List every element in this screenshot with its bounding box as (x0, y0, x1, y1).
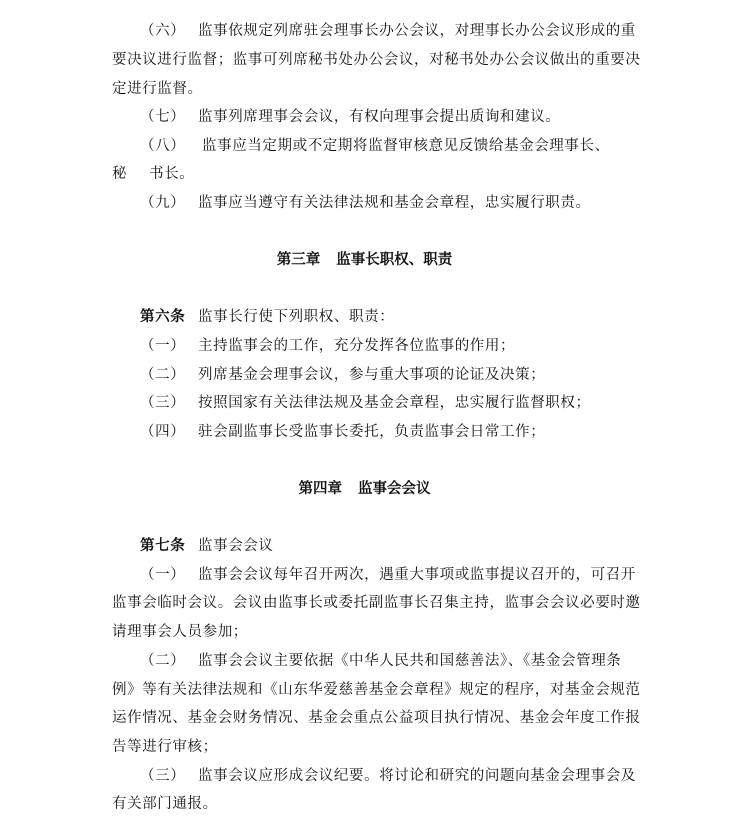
article-7-item-3-line-2: 有关部门通报。 (112, 796, 218, 812)
item-7-text: 监事列席理事会会议，有权向理事会提出质询和建议。 (198, 109, 561, 125)
article-7-item-1-line-3: 请理事会人员参加； (112, 624, 248, 640)
article-6-item-3-number: （三） (140, 395, 186, 411)
item-8-line-2 (112, 164, 194, 184)
item-6-line-3: 定进行监督。 (112, 81, 203, 97)
article-6-item-3-text: 按照国家有关法律法规及基金会章程，忠实履行监督职权； (198, 395, 591, 411)
item-8-text-1: 监事应当定期或不定期将监督审核意见反馈给基金会理事长、 (202, 138, 610, 154)
article-6-item-1-text: 主持监事会的工作，充分发挥各位监事的作用； (198, 338, 516, 354)
chapter-3-number: 第三章 (276, 252, 321, 268)
chapter-4-title: 监事会会议 (358, 481, 431, 497)
item-6-line-1 (140, 21, 636, 41)
item-7-line (140, 107, 560, 127)
article-6-item-2-number: （二） (140, 367, 186, 383)
article-7-item-1-number: （一） (140, 567, 186, 583)
article-6-item-4-text: 驻会副监事长受监事长委托，负责监事会日常工作； (198, 424, 546, 440)
item-6-line-2: 要决议进行监督；监事可列席秘书处办公会议，对秘书处办公会议做出的重要决 (112, 52, 641, 68)
article-7-label: 第七条 (140, 538, 186, 554)
article-7-item-3-number: （三） (140, 768, 186, 784)
item-9-line (140, 193, 591, 213)
article-7-item-1-line-2: 监事会临时会议。会议由监事长或委托副监事长召集主持，监事会会议必要时邀 (112, 595, 641, 611)
item-7-number: （七） (140, 109, 186, 125)
article-6-intro-line (140, 307, 394, 327)
chapter-4-heading (0, 479, 729, 499)
article-7-item-1-text-1: 监事会会议每年召开两次，遇重大事项或监事提议召开的，可召开 (198, 567, 636, 583)
article-7-item-2-line-1 (140, 651, 621, 671)
article-6-item-2-text: 列席基金会理事会议，参与重大事项的论证及决策； (198, 367, 546, 383)
article-6-item-3 (140, 393, 591, 413)
article-6-item-4 (140, 422, 545, 442)
article-7-item-2-line-4: 告等进行审核； (112, 739, 218, 755)
item-8-line-1 (140, 136, 610, 156)
item-9-number: （九） (140, 195, 186, 211)
article-6-item-4-number: （四） (140, 424, 186, 440)
article-6-label: 第六条 (140, 309, 186, 325)
chapter-3-heading (0, 250, 729, 270)
article-6-item-2 (140, 365, 545, 385)
article-7-item-2-line-3: 运作情况、基金会财务情况、基金会重点公益项目执行情况、基金会年度工作报 (112, 710, 641, 726)
article-7-item-3-line-1 (140, 766, 636, 786)
article-6-intro: 监事长行使下列职权、职责： (198, 309, 395, 325)
article-6-item-1 (140, 336, 515, 356)
article-7-item-1-line-1 (140, 565, 636, 585)
chapter-4-number: 第四章 (298, 481, 342, 497)
article-7-intro: 监事会会议 (198, 538, 274, 554)
item-8-number: （八） (140, 138, 186, 154)
chapter-3-title: 监事长职权、职责 (336, 252, 453, 268)
article-7-item-2-line-2: 例》等有关法律法规和《山东华爱慈善基金会章程》规定的程序，对基金会规范 (112, 682, 641, 698)
item-6-text-1: 监事依规定列席驻会理事长办公会议，对理事长办公会议形成的重 (198, 23, 636, 39)
article-7-item-3-text-1: 监事会议应形成会议纪要。将讨论和研究的问题向基金会理事会及 (198, 768, 636, 784)
article-6-item-1-number: （一） (140, 338, 186, 354)
article-7-item-2-text-1: 监事会会议主要依据《中华人民共和国慈善法》、《基金会管理条 (198, 653, 622, 669)
item-8-text-2b: 书长。 (149, 166, 195, 182)
item-8-text-2a: 秘 (112, 166, 128, 182)
article-7-intro-line (140, 536, 274, 556)
item-6-number: （六） (140, 23, 186, 39)
article-7-item-2-number: （二） (140, 653, 186, 669)
item-9-text: 监事应当遵守有关法律法规和基金会章程，忠实履行职责。 (198, 195, 591, 211)
